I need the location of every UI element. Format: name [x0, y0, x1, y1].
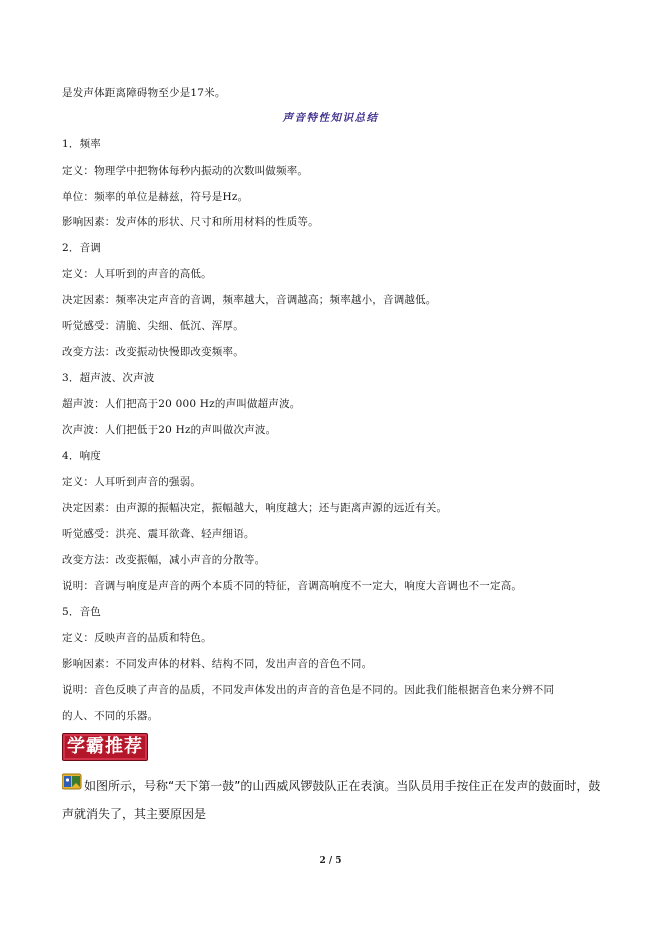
text-line: 定义：人耳听到的声音的高低。 — [62, 268, 212, 280]
text-line: 改变方法：改变振幅，减小声音的分散等。 — [62, 554, 266, 566]
text-line: 定义：反映声音的品质和特色。 — [62, 632, 212, 644]
heading-frequency: 1．频率 — [62, 138, 101, 150]
text-line: 决定因素：由声源的振幅决定，振幅越大，响度越大；还与距离声源的远近有关。 — [62, 502, 448, 514]
text-line: 决定因素：频率决定声音的音调，频率越大，音调越高；频率越小，音调越低。 — [62, 294, 437, 306]
text-line: 听觉感受：洪亮、震耳欲聋、轻声细语。 — [62, 528, 255, 540]
text-line: 影响因素：发声体的形状、尺寸和所用材料的性质等。 — [62, 216, 319, 228]
heading-loudness: 4．响度 — [62, 450, 101, 462]
text-line: 说明：音调与响度是声音的两个本质不同的特征，音调高响度不一定大，响度大音调也不一定高。 — [62, 580, 523, 592]
text-line: 定义：物理学中把物体每秒内振动的次数叫做频率。 — [62, 165, 309, 177]
text-line: 影响因素：不同发声体的材料、结构不同，发出声音的音色不同。 — [62, 658, 373, 670]
heading-timbre: 5．音色 — [62, 606, 101, 618]
text-line: 次声波：人们把低于20 Hz的声叫做次声波。 — [62, 424, 277, 436]
text-line: 说明：音色反映了声音的品质，不同发声体发出的声音的音色是不同的。因此我们能根据音色来分辨不同 — [62, 684, 555, 696]
heading-ultrasound: 3．超声波、次声波 — [62, 372, 155, 384]
section-title: 声音特性知识总结 — [282, 112, 379, 124]
text-line: 单位：频率的单位是赫兹，符号是Hz。 — [62, 191, 249, 203]
text-line: 改变方法：改变振动快慢即改变频率。 — [62, 346, 244, 358]
text-line: 的人、不同的乐器。 — [62, 710, 159, 722]
text-line: 定义：人耳听到声音的强弱。 — [62, 476, 202, 488]
problem-text: 如图所示，号称“天下第一鼓”的山西威风锣鼓队正在表演。当队员用手按住正在发声的鼓面时，鼓声就消失了，其主要原因是 — [62, 779, 601, 821]
text-line: 超声波：人们把高于20 000 Hz的声叫做超声波。 — [62, 398, 301, 410]
heading-pitch: 2．音调 — [62, 242, 101, 254]
text-line: 是发声体距离障碍物至少是17米。 — [62, 87, 226, 99]
page-number: 2 / 5 — [319, 856, 342, 866]
text-line: 听觉感受：清脆、尖细、低沉、浑厚。 — [62, 320, 244, 332]
recommendation-badge: 学霸推荐 — [62, 733, 148, 761]
